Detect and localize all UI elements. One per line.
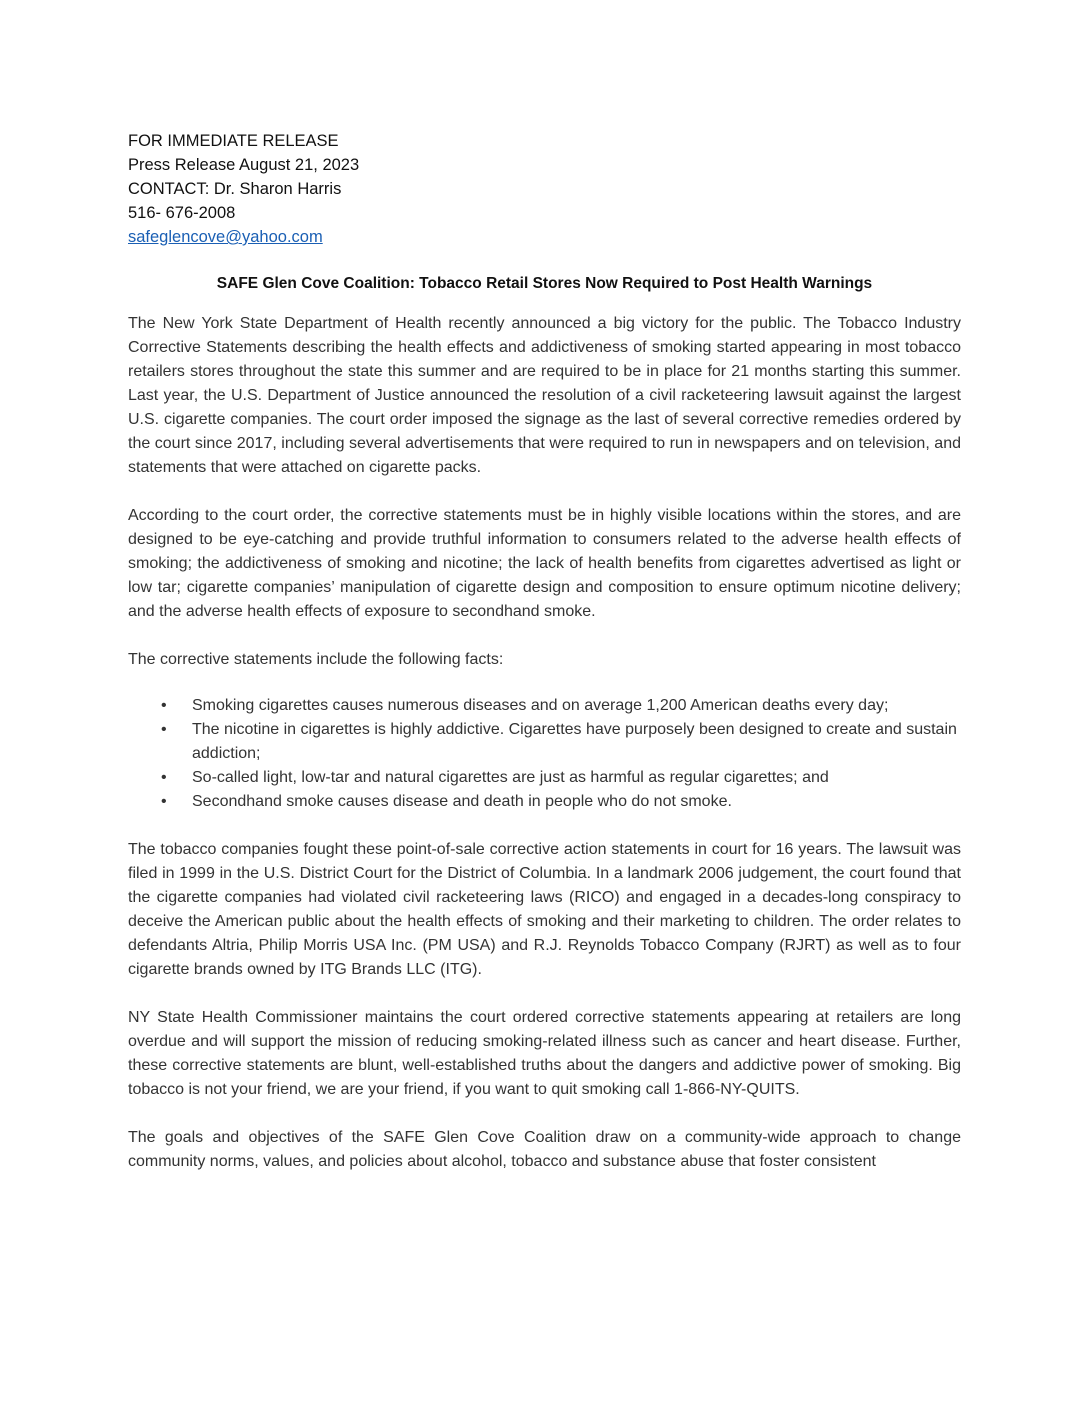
bullet-icon: • xyxy=(161,769,167,786)
facts-list xyxy=(128,694,961,814)
bullet-icon: • xyxy=(161,793,167,810)
paragraph-intro: The New York State Department of Health recently announced a big victory for the public. The Tobacco Industry Corrective Statements describing the health effects and addictiveness of smoking started appearing in most tobacco retailers stores throughout the state this summer and are required to be in place for 21 months starting this summer. Last year, the U.S. Department of Justice announced the resolution of a civil racketeering lawsuit against the largest U.S. cigarette companies. The court order imposed the signage as the last of several corrective remedies ordered by the court since 2017, including several advertisements that were required to run in newspapers and on television, and statements that were attached on cigarette packs. xyxy=(128,315,961,476)
fact-text: So-called light, low-tar and natural cigarettes are just as harmful as regular cigarettes; and xyxy=(192,769,829,786)
fact-text: Secondhand smoke causes disease and death in people who do not smoke. xyxy=(192,793,732,810)
paragraph-facts-intro: The corrective statements include the following facts: xyxy=(128,651,504,668)
fact-text: Smoking cigarettes causes numerous diseases and on average 1,200 American deaths every day; xyxy=(192,697,889,714)
article-body xyxy=(128,312,961,1198)
fact-text: The nicotine in cigarettes is highly addictive. Cigarettes have purposely been designed to create and sustain addiction; xyxy=(192,721,957,762)
press-release-headline: SAFE Glen Cove Coalition: Tobacco Retail Stores Now Required to Post Health Warnings xyxy=(216,275,873,292)
contact-name: CONTACT: Dr. Sharon Harris xyxy=(128,180,342,198)
paragraph-court-order: According to the court order, the corrective statements must be in highly visible locations within the stores, and are designed to be eye-catching and provide truthful information to consumers related to the adverse health effects of smoking; the addictiveness of smoking and nicotine; the lack of health benefits from cigarettes advertised as light or low tar; cigarette companies’ manipulation of cigarette design and composition to ensure optimum nicotine delivery; and the adverse health effects of exposure to secondhand smoke. xyxy=(128,507,961,620)
bullet-icon: • xyxy=(161,721,167,738)
list-item xyxy=(161,766,961,790)
paragraph-coalition-goals: The goals and objectives of the SAFE Glen Cove Coalition draw on a community-wide approach to change community norms, values, and policies about alcohol, tobacco and substance abuse that foster consistent xyxy=(128,1129,961,1170)
bullet-icon: • xyxy=(161,697,167,714)
list-item xyxy=(161,790,961,814)
paragraph-commissioner: NY State Health Commissioner maintains the court ordered corrective statements appearing at retailers are long overdue and will support the mission of reducing smoking-related illness such as cancer and heart disease. Further, these corrective statements are blunt, well-established truths about the dangers and addictive power of smoking. Big tobacco is not your friend, we are your friend, if you want to quit smoking call 1-866-NY-QUITS. xyxy=(128,1009,961,1098)
release-label: FOR IMMEDIATE RELEASE xyxy=(128,132,339,150)
list-item xyxy=(161,694,961,718)
release-date: Press Release August 21, 2023 xyxy=(128,156,360,174)
release-header xyxy=(128,129,628,249)
contact-phone: 516- 676-2008 xyxy=(128,204,236,222)
contact-email-link[interactable]: safeglencove@yahoo.com xyxy=(128,228,323,246)
list-item xyxy=(161,718,961,766)
paragraph-lawsuit-history: The tobacco companies fought these point-of-sale corrective action statements in court for 16 years. The lawsuit was filed in 1999 in the U.S. District Court for the District of Columbia. In a landmark 2006 judgement, the court found that the cigarette companies had violated civil racketeering laws (RICO) and engaged in a decades-long conspiracy to deceive the American public about the health effects of smoking and their marketing to children. The order relates to defendants Altria, Philip Morris USA Inc. (PM USA) and R.J. Reynolds Tobacco Company (RJRT) as well as to four cigarette brands owned by ITG Brands LLC (ITG). xyxy=(128,841,961,978)
